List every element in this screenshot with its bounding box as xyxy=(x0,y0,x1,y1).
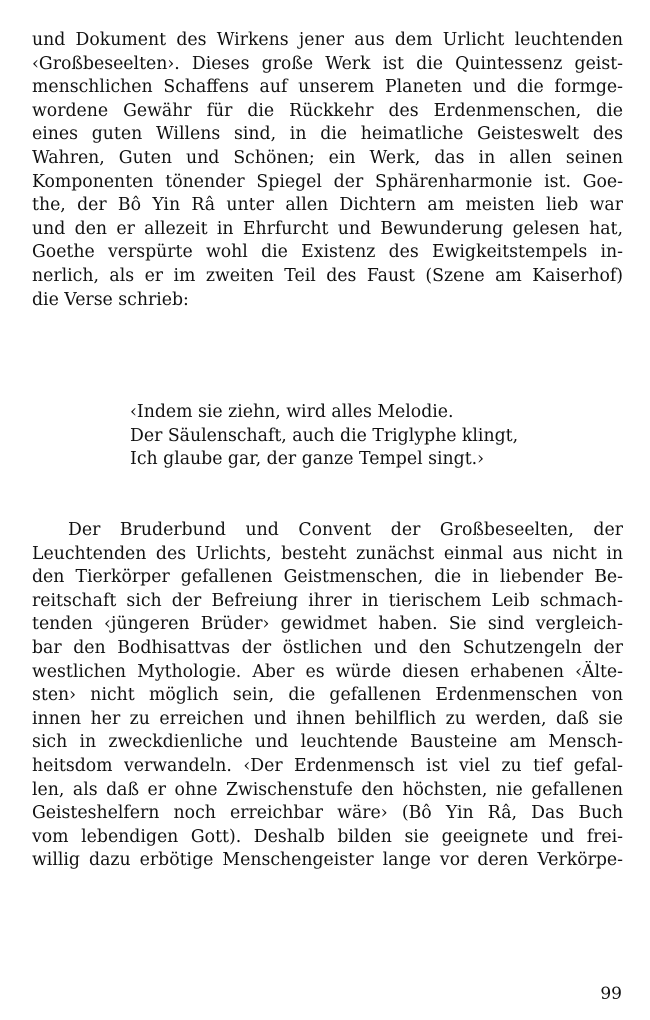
verse-line: Der Säulenschaft, auch die Triglyphe klingt, xyxy=(130,425,519,446)
text-line: bar den Bodhisattvas der östlichen und den Schutzengeln der xyxy=(32,637,623,658)
text-line: sten› nicht möglich sein, die gefallenen Erdenmenschen von xyxy=(32,685,623,706)
text-line: Komponenten tönender Spiegel der Sphärenharmonie ist. Goe- xyxy=(32,171,623,192)
text-line: tenden ‹jüngeren Brüder› gewidmet haben. Sie sind vergleich- xyxy=(32,614,623,635)
text-line: the, der Bô Yin Râ unter allen Dichtern am meisten lieb war xyxy=(32,195,623,216)
paragraph-1 xyxy=(32,29,623,312)
text-line: Leuchtenden des Urlichts, besteht zunächst einmal aus nicht in xyxy=(32,543,623,564)
paragraph-2 xyxy=(32,519,623,873)
text-line: vom lebendigen Gott). Deshalb bilden sie geeignete und frei- xyxy=(32,826,623,847)
text-line: ‹Großbeseelten›. Dieses große Werk ist die Quintessenz geist- xyxy=(32,53,623,74)
text-line: willig dazu erbötige Menschengeister lange vor deren Verkörpe- xyxy=(32,850,623,871)
text-line: sich in zweckdienliche und leuchtende Bausteine am Mensch- xyxy=(32,732,623,753)
text-line: menschlichen Schaffens auf unserem Planeten und die formge- xyxy=(32,77,623,98)
text-line: wordene Gewähr für die Rückkehr des Erdenmenschen, die xyxy=(32,100,623,121)
text-line: westlichen Mythologie. Aber es würde diesen erhabenen ‹Älte- xyxy=(32,661,623,682)
verse-line: ‹Indem sie ziehn, wird alles Melodie. xyxy=(130,402,454,422)
text-line: heitsdom verwandeln. ‹Der Erdenmensch ist viel zu tief gefal- xyxy=(32,755,623,776)
text-line: innen her zu erreichen und ihnen behilflich zu werden, daß sie xyxy=(32,708,623,729)
text-line: Der Bruderbund und Convent der Großbeseelten, der xyxy=(68,520,623,540)
page-number: 99 xyxy=(600,984,622,1004)
text-line: Goethe verspürte wohl die Existenz des Ewigkeitstempels in- xyxy=(32,242,623,263)
text-line: und den er allezeit in Ehrfurcht und Bewunderung gelesen hat, xyxy=(32,218,623,239)
text-line: die Verse schrieb: xyxy=(32,289,189,310)
text-line: len, als daß er ohne Zwischenstufe den höchsten, nie gefallenen xyxy=(32,779,623,800)
text-line: Geisteshelfern noch erreichbar wäre› (Bô Yin Râ, Das Buch xyxy=(32,803,623,824)
text-line: den Tierkörper gefallenen Geistmenschen, die in liebender Be- xyxy=(32,567,623,588)
text-line: nerlich, als er im zweiten Teil des Faust (Szene am Kaiserhof) xyxy=(32,265,623,286)
text-line: Wahren, Guten und Schönen; ein Werk, das in allen seinen xyxy=(32,147,623,168)
text-line: reitschaft sich der Befreiung ihrer in tierischem Leib schmach- xyxy=(32,590,623,611)
verse-line: Ich glaube gar, der ganze Tempel singt.› xyxy=(130,449,485,470)
text-line: und Dokument des Wirkens jener aus dem Urlicht leuchtenden xyxy=(32,30,623,50)
text-line: eines guten Willens sind, in die heimatliche Geisteswelt des xyxy=(32,124,623,145)
verse-quote xyxy=(130,401,610,472)
